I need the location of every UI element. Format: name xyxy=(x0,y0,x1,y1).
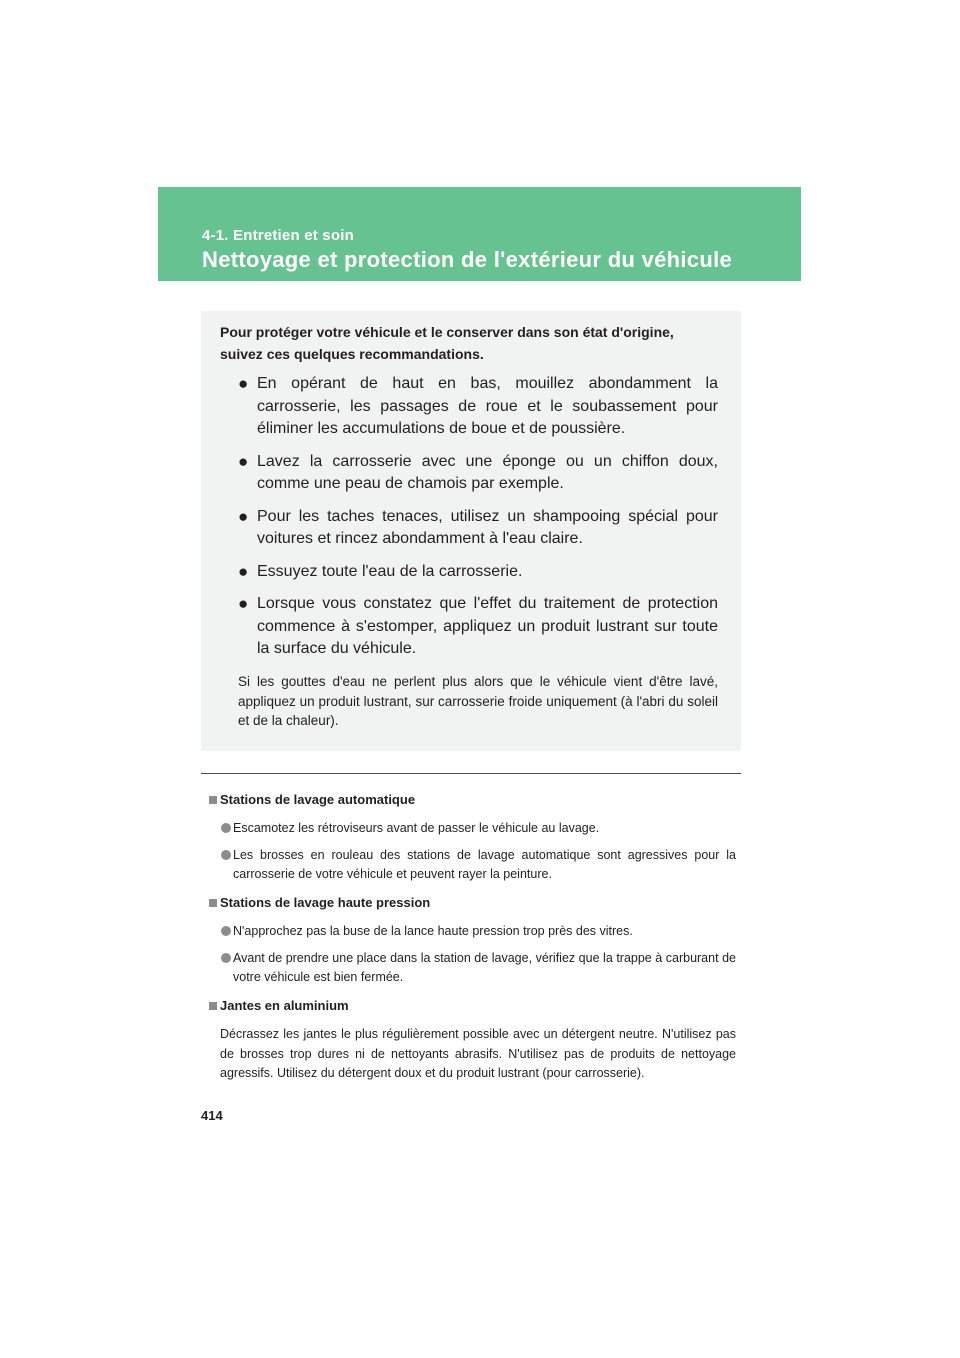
list-item-text: Escamotez les rétroviseurs avant de passer le véhicule au lavage. xyxy=(233,821,600,835)
list-item-text: Avant de prendre une place dans la station de lavage, vérifiez que la trappe à carburant de votre véhicule est bien fermée. xyxy=(233,951,736,984)
auto-wash-list xyxy=(209,819,736,884)
list-item-text: N'approchez pas la buse de la lance haute pression trop près des vitres. xyxy=(233,924,633,938)
grey-dot-icon xyxy=(221,926,231,936)
list-item xyxy=(238,593,718,661)
list-item-text: Lorsque vous constatez que l'effet du traitement de protection commence à s'estomper, appliquez un produit lustrant sur toute la surface du véhicule. xyxy=(257,595,718,657)
black-dot-icon: ● xyxy=(238,506,249,526)
grey-square-icon xyxy=(209,796,217,804)
intro-lead: Pour protéger votre véhicule et le conserver dans son état d'origine, suivez ces quelques recommandations. xyxy=(220,324,674,362)
black-dot-icon: ● xyxy=(238,594,249,613)
list-item-text: Pour les taches tenaces, utilisez un shampooing spécial pour voitures et rincez abondamment à l'eau claire. xyxy=(257,507,718,547)
heading-auto-wash xyxy=(209,790,736,810)
list-item-text: Les brosses en rouleau des stations de lavage automatique sont agressives pour la carrosserie de votre véhicule et peuvent rayer la peinture. xyxy=(233,848,736,881)
list-item xyxy=(221,819,736,838)
list-item xyxy=(238,451,718,496)
grey-dot-icon xyxy=(221,850,231,860)
high-pressure-list xyxy=(209,922,736,987)
list-item xyxy=(221,949,736,987)
grey-dot-icon xyxy=(221,953,231,963)
alloy-wheels-text: Décrassez les jantes le plus régulièrement possible avec un détergent neutre. N'utilisez pas de brosses trop dures ni de nettoyants abrasifs. N'utilisez pas de produits de nettoyage agressifs. Utilisez du détergent doux et du produit lustrant (pour carrosserie). xyxy=(220,1027,736,1080)
list-item xyxy=(238,373,718,441)
intro-note: Si les gouttes d'eau ne perlent plus alors que le véhicule vient d'être lavé, appliquez un produit lustrant, sur carrosserie froide uniquement (à l'abri du soleil et de la chaleur). xyxy=(238,674,718,728)
list-item-text: Essuyez toute l'eau de la carrosserie. xyxy=(257,562,523,580)
black-dot-icon: ● xyxy=(238,374,249,393)
list-item xyxy=(238,506,718,551)
grey-square-icon xyxy=(209,1002,217,1010)
list-item xyxy=(221,922,736,941)
section-label: 4-1. Entretien et soin xyxy=(202,227,354,244)
page-number: 414 xyxy=(201,1108,223,1123)
heading-text: Stations de lavage haute pression xyxy=(220,895,431,910)
grey-square-icon xyxy=(209,899,217,907)
section-divider xyxy=(201,773,741,774)
heading-high-pressure xyxy=(209,893,736,913)
grey-dot-icon xyxy=(221,823,231,833)
list-item xyxy=(238,561,718,584)
details-section xyxy=(209,790,736,1084)
intro-list xyxy=(238,373,718,671)
black-dot-icon: ● xyxy=(238,561,249,581)
black-dot-icon: ● xyxy=(238,451,249,471)
section-header-band xyxy=(158,187,801,281)
list-item xyxy=(221,846,736,884)
list-item-text: En opérant de haut en bas, mouillez abondamment la carrosserie, les passages de roue et le soubassement pour éliminer les accumulations de boue et de poussière. xyxy=(257,375,718,437)
heading-text: Jantes en aluminium xyxy=(220,998,349,1013)
list-item-text: Lavez la carrosserie avec une éponge ou un chiffon doux, comme une peau de chamois par exemple. xyxy=(257,452,718,492)
heading-alloy-wheels xyxy=(209,996,736,1016)
intro-box xyxy=(201,311,741,751)
heading-text: Stations de lavage automatique xyxy=(220,792,416,807)
page-title: Nettoyage et protection de l'extérieur du véhicule xyxy=(202,247,733,272)
